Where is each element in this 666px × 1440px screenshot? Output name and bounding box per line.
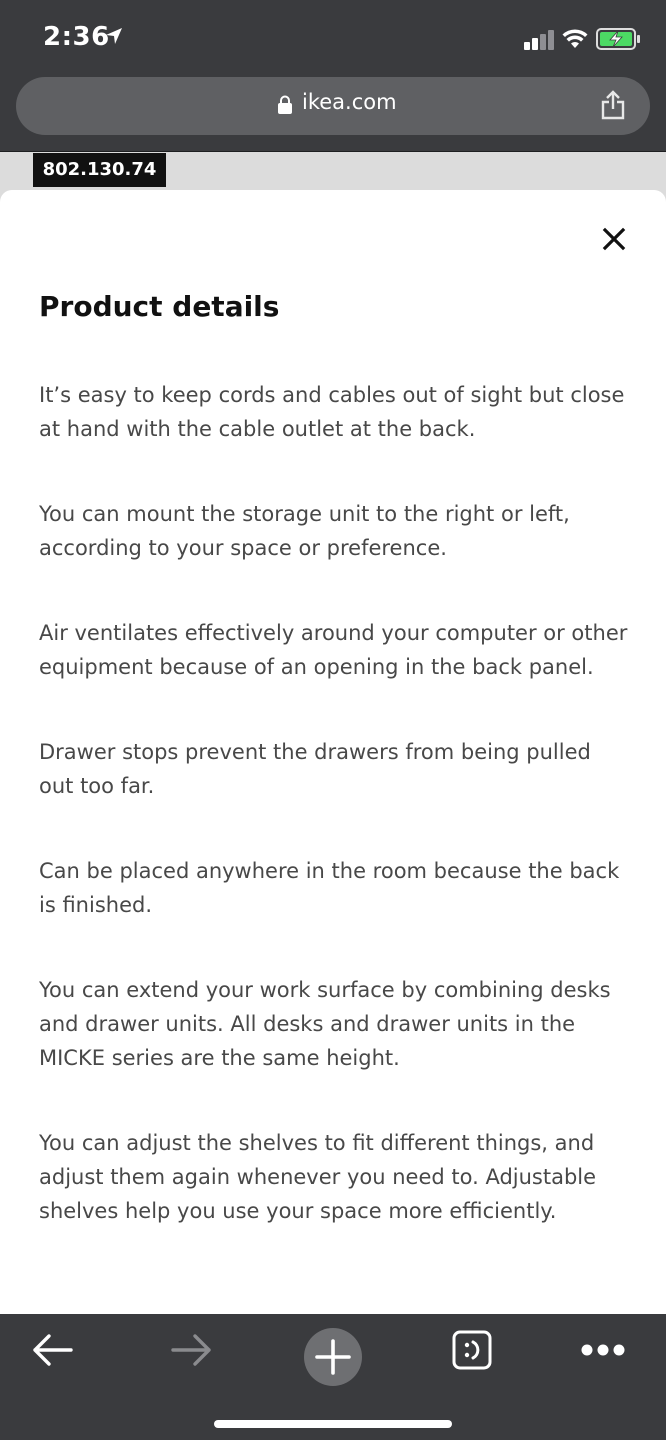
location-arrow-icon xyxy=(104,26,124,46)
forward-arrow-icon xyxy=(171,1333,213,1367)
url-bar[interactable] xyxy=(16,77,650,135)
forward-button[interactable] xyxy=(160,1314,224,1386)
cellular-signal-icon xyxy=(524,30,554,50)
url-text: ikea.com xyxy=(302,90,397,114)
tab-switcher-icon xyxy=(452,1330,492,1370)
more-button[interactable] xyxy=(570,1314,636,1386)
new-tab-button[interactable] xyxy=(303,1314,363,1386)
lock-icon xyxy=(278,95,292,115)
detail-paragraph: Drawer stops prevent the drawers from being pulled out too far. xyxy=(39,740,591,798)
detail-paragraph: You can extend your work surface by combining desks and drawer units. All desks and drawer units in the MICKE series are the same height. xyxy=(39,978,611,1070)
product-details-sheet xyxy=(0,190,666,1314)
tab-switcher-button[interactable] xyxy=(440,1314,504,1386)
detail-paragraph: It’s easy to keep cords and cables out of sight but close at hand with the cable outlet at the back. xyxy=(39,383,625,441)
back-arrow-icon xyxy=(31,1333,73,1367)
article-number-badge: 802.130.74 xyxy=(33,153,166,187)
back-button[interactable] xyxy=(20,1314,84,1386)
detail-paragraph: You can mount the storage unit to the right or left, according to your space or preference. xyxy=(39,502,570,560)
plus-icon xyxy=(315,1339,351,1375)
status-bar xyxy=(0,0,666,72)
status-time: 2:36 xyxy=(43,22,110,52)
share-icon[interactable] xyxy=(600,90,626,120)
sheet-title: Product details xyxy=(39,290,280,323)
product-details-list xyxy=(39,378,631,1279)
detail-paragraph: You can adjust the shelves to fit different things, and adjust them again whenever you need to. Adjustable shelves help you use your space more efficiently. xyxy=(39,1131,597,1223)
home-indicator[interactable] xyxy=(214,1420,452,1428)
wifi-icon xyxy=(562,28,588,50)
battery-charging-icon xyxy=(596,28,642,50)
detail-paragraph: Can be placed anywhere in the room because the back is finished. xyxy=(39,859,620,917)
new-tab-circle xyxy=(304,1328,362,1386)
detail-paragraph: Air ventilates effectively around your computer or other equipment because of an opening in the back panel. xyxy=(39,621,628,679)
more-dots-icon xyxy=(580,1343,626,1357)
close-icon[interactable] xyxy=(598,223,630,255)
